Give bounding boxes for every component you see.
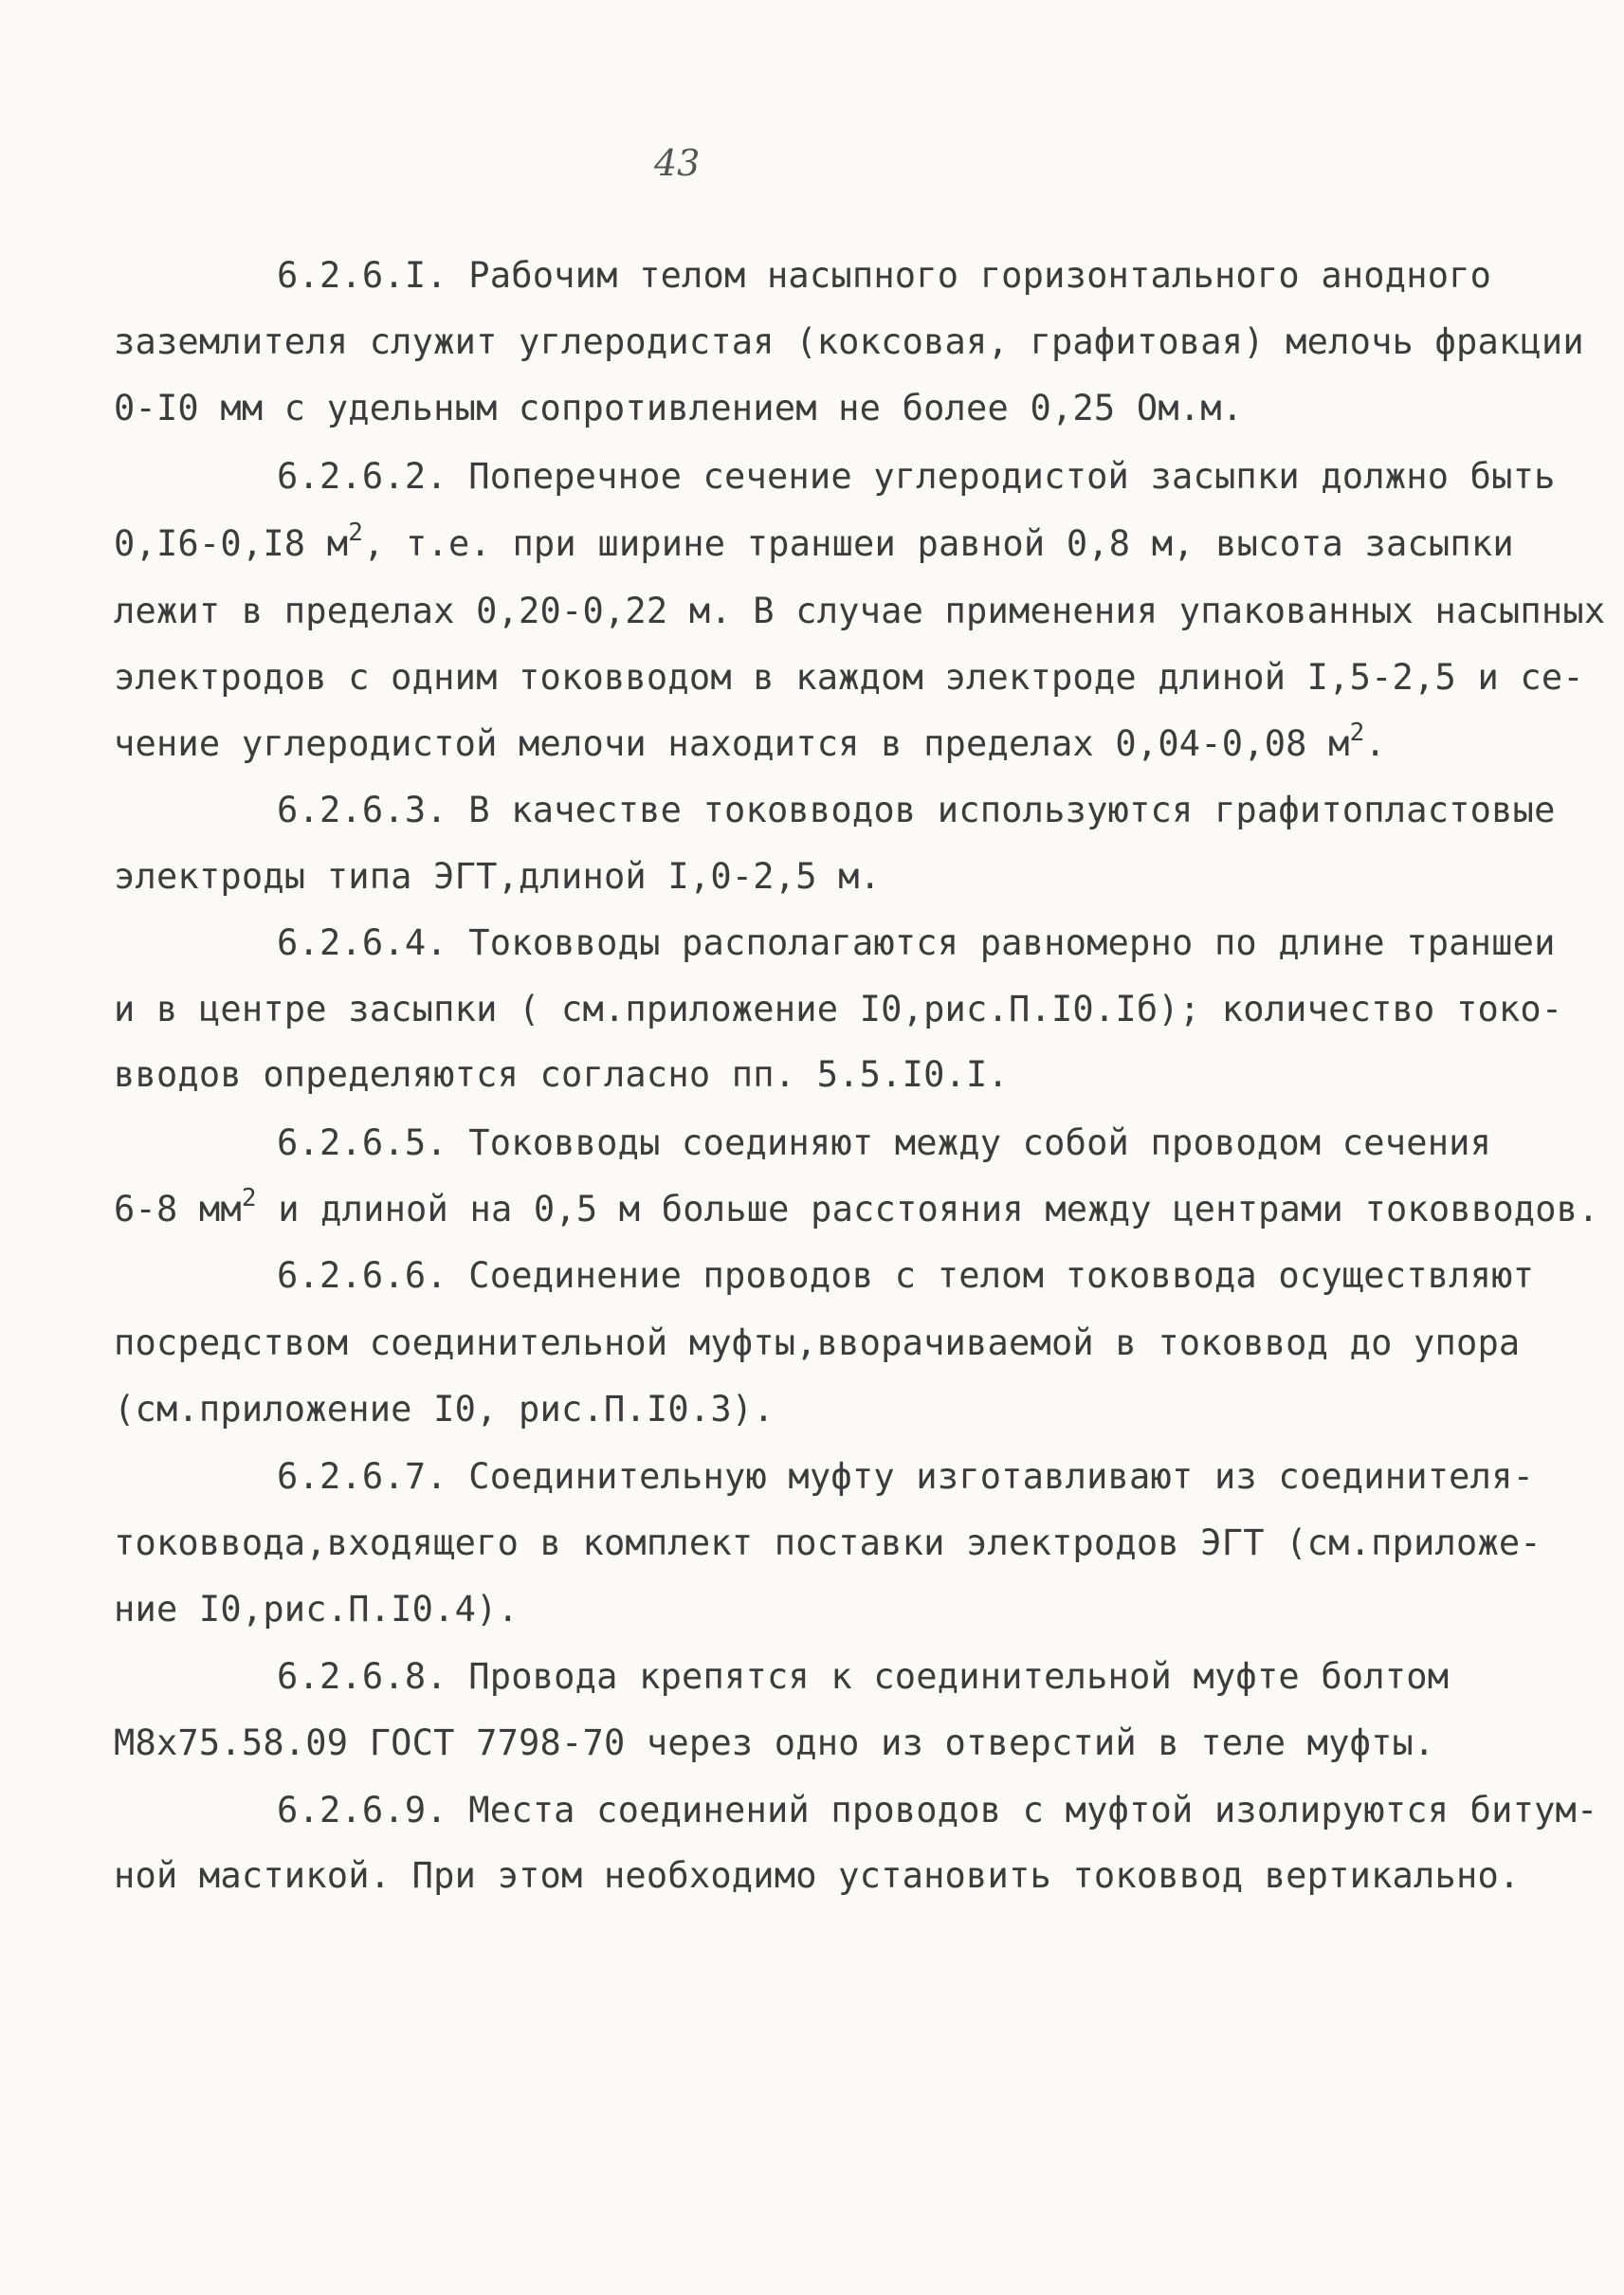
superscript-2: 2 [1349,719,1365,747]
text-line: посредством соединительной муфты,вворачиваемой в токоввод до упора [114,1322,1521,1363]
text-line: 6.2.6.9. Места соединений проводов с муфтой изолируются битум- [277,1790,1598,1831]
text-line: лежит в пределах 0,20-0,22 м. В случае применения упакованных насыпных [114,591,1606,631]
text-line: 0,I6-0,I8 $м^2$, т.е. при ширине траншеи равной 0,8 м, высота засыпки [114,519,1514,564]
text-line: вводов определяются согласно пп. 5.5.I0.I. [114,1054,1009,1095]
text-line: ние I0,рис.П.I0.4). [114,1589,520,1630]
text-line: чение углеродистой мелочи находится в пределах 0,04-0,08 $м^2$. [114,719,1386,764]
text-line: 6.2.6.7. Соединительную муфту изготавливают из соединителя- [277,1456,1535,1497]
text-line: 0-I0 мм с удельным сопротивлением не более 0,25 Ом.м. [114,388,1244,428]
text-line: 6.2.6.8. Провода крепятся к соединительной муфте болтом [277,1656,1450,1697]
text-line: М8х75.58.09 ГОСТ 7798-70 через одно из отверстий в теле муфты. [114,1722,1435,1763]
superscript-2: 2 [241,1184,257,1212]
text-line: 6.2.6.2. Поперечное сечение углеродистой засыпки должно быть [277,456,1556,497]
page-number: 43 [654,142,701,184]
text-line: (см.приложение I0, рис.П.I0.3). [114,1389,775,1430]
text-line: ной мастикой. При этом необходимо установить токоввод вертикально. [114,1855,1521,1896]
text-line: 6.2.6.6. Соединение проводов с телом токоввода осуществляют [277,1255,1535,1296]
text-line: токоввода,входящего в комплект поставки электродов ЭГТ (см.приложе- [114,1522,1542,1563]
superscript-2: 2 [348,519,364,547]
text-line: 6-8 $мм^2$ и длиной на 0,5 м больше расстояния между центрами токовводов. [114,1184,1599,1229]
text-line: 6.2.6.4. Токовводы располагаются равномерно по длине траншеи [277,922,1556,963]
text-line: заземлителя служит углеродистая (коксовая, графитовая) мелочь фракции [114,321,1584,362]
text-line: 6.2.6.5. Токовводы соединяют между собой проводом сечения [277,1122,1492,1163]
text-line: 6.2.6.I. Рабочим телом насыпного горизонтального анодного [277,255,1492,296]
text-line: 6.2.6.3. В качестве токовводов используются графитопластовые [277,790,1556,830]
text-line: электродов с одним токовводом в каждом электроде длиной I,5-2,5 и се- [114,657,1584,698]
text-line: и в центре засыпки ( см.приложение I0,рис.П.I0.Iб); количество токо- [114,989,1563,1029]
text-line: электроды типа ЭГТ,длиной I,0-2,5 м. [114,856,882,897]
